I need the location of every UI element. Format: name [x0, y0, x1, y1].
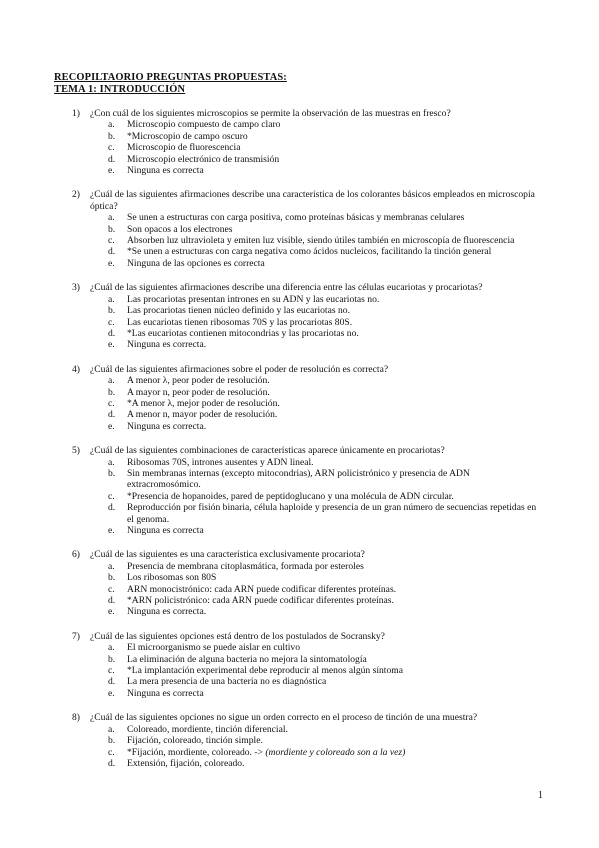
option-text: La eliminación de alguna bacteria no mejora la sintomatología — [127, 653, 367, 665]
option-text: A menor λ, peor poder de resolución. — [127, 375, 270, 387]
option-letter: b. — [108, 735, 116, 747]
answer-option — [0, 735, 599, 746]
options-list — [0, 375, 599, 432]
option-note: (mordiente y coloreado son a la vez) — [265, 746, 406, 758]
option-letter: d. — [108, 409, 116, 421]
option-letter: c. — [108, 746, 115, 758]
option-text: *Fijación, mordiente, coloreado. -> — [127, 746, 263, 758]
option-text: Ribosomas 70S, intrones ausentes y ADN lineal. — [127, 456, 314, 468]
option-letter: e. — [108, 687, 115, 699]
answer-option — [0, 119, 599, 130]
option-letter: c. — [108, 397, 115, 409]
question-number: 5) — [72, 445, 80, 457]
question-number: 7) — [72, 630, 80, 642]
question-number: 3) — [72, 282, 80, 294]
option-text: El microorganismo se puede aislar en cultivo — [127, 642, 300, 654]
answer-option — [0, 328, 599, 339]
answer-option — [0, 305, 599, 316]
answer-option — [0, 235, 599, 246]
option-letter: a. — [108, 456, 115, 468]
option-letter: a. — [108, 375, 115, 387]
options-list — [0, 294, 599, 351]
answer-option — [0, 387, 599, 398]
option-letter: a. — [108, 642, 115, 654]
option-letter: d. — [108, 676, 116, 688]
question-number: 1) — [72, 108, 80, 119]
option-letter: a. — [108, 723, 115, 735]
option-letter: e. — [108, 420, 115, 432]
option-letter: e. — [108, 339, 115, 351]
answer-option — [0, 561, 599, 572]
answer-option — [0, 595, 599, 606]
answer-option — [0, 398, 599, 409]
question-text — [0, 631, 599, 642]
option-text: Se unen a estructuras con carga positiva, como proteínas básicas y membranas celulares — [127, 212, 465, 224]
answer-option — [0, 154, 599, 165]
option-letter: e. — [108, 165, 115, 177]
option-text: Ninguna de las opciones es correcta — [127, 257, 265, 269]
options-list — [0, 724, 599, 770]
answer-option — [0, 409, 599, 420]
answer-option — [0, 584, 599, 595]
answer-option — [0, 224, 599, 235]
option-letter: d. — [108, 502, 116, 514]
answer-option — [0, 688, 599, 699]
options-list — [0, 642, 599, 699]
options-list — [0, 119, 599, 176]
question-text — [0, 189, 599, 212]
options-list — [0, 457, 599, 537]
question-text — [0, 549, 599, 560]
option-text: Son opacos a los electrones — [127, 223, 233, 235]
option-text: *Se unen a estructuras con carga negativa como ácidos nucleicos, facilitando la tinción general — [127, 246, 492, 258]
option-text: Sin membranas internas (excepto mitocondrias), ARN policistrónico y presencia de ADN extracromosómico. — [127, 467, 470, 491]
option-text: Reproducción por fisión binaria, célula haploide y presencia de un gran número de secuencias repetidas en el genoma. — [127, 502, 537, 525]
question-statement: ¿Cuál de las siguientes afirmaciones sobre el poder de resolución es correcta? — [90, 363, 389, 375]
option-text: Las procariotas presentan intrones en su ADN y las eucariotas no. — [127, 293, 380, 305]
option-text: ARN monocistrónico: cada ARN puede codificar diferentes proteínas. — [127, 583, 397, 595]
answer-option — [0, 421, 599, 432]
answer-option — [0, 502, 599, 525]
answer-option — [0, 525, 599, 536]
option-text: Ninguna es correcta. — [127, 339, 207, 351]
answer-option — [0, 339, 599, 350]
question-block — [0, 282, 599, 350]
question-text — [0, 445, 599, 456]
question-number: 6) — [72, 549, 80, 561]
question-block — [0, 631, 599, 699]
question-block — [0, 189, 599, 269]
option-letter: a. — [108, 560, 115, 572]
option-text: Ninguna es correcta. — [127, 420, 207, 432]
option-letter: e. — [108, 525, 115, 536]
option-letter: b. — [108, 653, 116, 665]
option-letter: c. — [108, 316, 115, 328]
option-text: Ninguna es correcta — [127, 687, 204, 699]
option-text: Ninguna es correcta — [127, 165, 204, 177]
answer-option — [0, 654, 599, 665]
answer-option — [0, 491, 599, 502]
option-letter: b. — [108, 572, 116, 584]
option-text: *Presencia de hopanoides, pared de peptidoglucano y una molécula de ADN circular. — [127, 490, 454, 502]
question-block — [0, 445, 599, 536]
option-text: *ARN policistrónico: cada ARN puede codificar diferentes proteínas. — [127, 595, 394, 607]
answer-option — [0, 375, 599, 386]
option-letter: b. — [108, 223, 116, 235]
answer-option — [0, 758, 599, 769]
option-letter: b. — [108, 305, 116, 317]
option-text: La mera presencia de una bacteria no es diagnóstica — [127, 676, 327, 688]
question-statement: ¿Cuál de las siguientes opciones está dentro de los postulados de Socransky? — [90, 630, 385, 642]
answer-option — [0, 676, 599, 687]
option-text: Las eucariotas tienen ribosomas 70S y las procariotas 80S. — [127, 316, 353, 328]
option-letter: d. — [108, 757, 116, 769]
question-text — [0, 712, 599, 723]
answer-option — [0, 258, 599, 269]
options-list — [0, 561, 599, 618]
question-block — [0, 108, 599, 176]
option-letter: c. — [108, 490, 115, 502]
question-statement: ¿Con cuál de los siguientes microscopios se permite la observación de las muestras en fresco? — [90, 108, 451, 119]
option-text: Ninguna es correcta. — [127, 606, 207, 618]
answer-option — [0, 572, 599, 583]
question-block — [0, 712, 599, 769]
option-letter: d. — [108, 153, 116, 165]
option-text: A mayor n, peor poder de resolución. — [127, 386, 270, 398]
answer-option — [0, 317, 599, 328]
question-statement: ¿Cuál de las siguientes es una característica exclusivamente procariota? — [90, 549, 365, 561]
option-letter: d. — [108, 595, 116, 607]
question-statement: ¿Cuál de las siguientes afirmaciones describe una diferencia entre las células eucariotas y procariotas? — [90, 282, 483, 294]
option-text: A menor n, mayor poder de resolución. — [127, 409, 278, 421]
option-text: Fijación, coloreado, tinción simple. — [127, 735, 263, 747]
answer-option — [0, 246, 599, 257]
option-text: Las procariotas tienen núcleo definido y las eucariotas no. — [127, 305, 350, 317]
answer-option — [0, 457, 599, 468]
question-block — [0, 364, 599, 432]
option-letter: c. — [108, 235, 115, 247]
option-letter: b. — [108, 130, 116, 142]
answer-option — [0, 294, 599, 305]
answer-option — [0, 747, 599, 758]
question-text — [0, 108, 599, 119]
topic-heading: TEMA 1: INTRODUCCIÓN — [54, 84, 186, 95]
option-letter: a. — [108, 293, 115, 305]
option-text: Microscopio electrónico de transmisión — [127, 153, 280, 165]
question-number: 2) — [72, 189, 80, 201]
answer-option — [0, 606, 599, 617]
option-letter: c. — [108, 583, 115, 595]
document-title: RECOPILTAORIO PREGUNTAS PROPUESTAS: — [54, 72, 287, 83]
question-statement: ¿Cuál de las siguientes afirmaciones describe una característica de los colorantes básicos empleados en microscopía óptica? — [90, 189, 535, 212]
answer-option — [0, 665, 599, 676]
question-number: 8) — [72, 712, 80, 724]
option-letter: e. — [108, 257, 115, 269]
option-letter: a. — [108, 212, 115, 224]
answer-option — [0, 212, 599, 223]
page-number: 1 — [538, 790, 543, 801]
question-statement: ¿Cuál de las siguientes combinaciones de características aparece únicamente en procariotas? — [90, 445, 445, 457]
option-letter: c. — [108, 665, 115, 677]
option-text: Ninguna es correcta — [127, 525, 204, 536]
option-text: Presencia de membrana citoplasmática, formada por esteroles — [127, 560, 364, 572]
option-letter: b. — [108, 467, 116, 479]
question-text — [0, 364, 599, 375]
option-text: Absorben luz ultravioleta y emiten luz visible, siendo útiles también en microscopía de fluorescencia — [127, 235, 515, 247]
question-text — [0, 282, 599, 293]
option-text: Coloreado, mordiente, tinción diferencial. — [127, 723, 288, 735]
option-letter: d. — [108, 327, 116, 339]
question-statement: ¿Cuál de las siguientes opciones no sigue un orden correcto en el proceso de tinción de una muestra? — [90, 712, 478, 724]
option-letter: e. — [108, 606, 115, 618]
answer-option — [0, 131, 599, 142]
option-text: *A menor λ, mejor poder de resolución. — [127, 397, 280, 409]
option-text: Extensión, fijación, coloreado. — [127, 757, 245, 769]
question-number: 4) — [72, 363, 80, 375]
option-text: Microscopio compuesto de campo claro — [127, 119, 281, 131]
questions-list — [0, 108, 599, 769]
answer-option — [0, 724, 599, 735]
option-text: Microscopio de fluorescencia — [127, 142, 241, 154]
answer-option — [0, 165, 599, 176]
option-letter: c. — [108, 142, 115, 154]
answer-option — [0, 468, 599, 491]
option-text: Los ribosomas son 80S — [127, 572, 217, 584]
option-text: *Las eucariotas contienen mitocondrias y las procariotas no. — [127, 327, 359, 339]
answer-option — [0, 642, 599, 653]
option-letter: b. — [108, 386, 116, 398]
question-block — [0, 549, 599, 617]
answer-option — [0, 142, 599, 153]
option-letter: d. — [108, 246, 116, 258]
option-text: *La implantación experimental debe reproducir al menos algún síntoma — [127, 665, 403, 677]
option-letter: a. — [108, 119, 115, 131]
options-list — [0, 212, 599, 269]
option-text: *Microscopio de campo oscuro — [127, 130, 248, 142]
